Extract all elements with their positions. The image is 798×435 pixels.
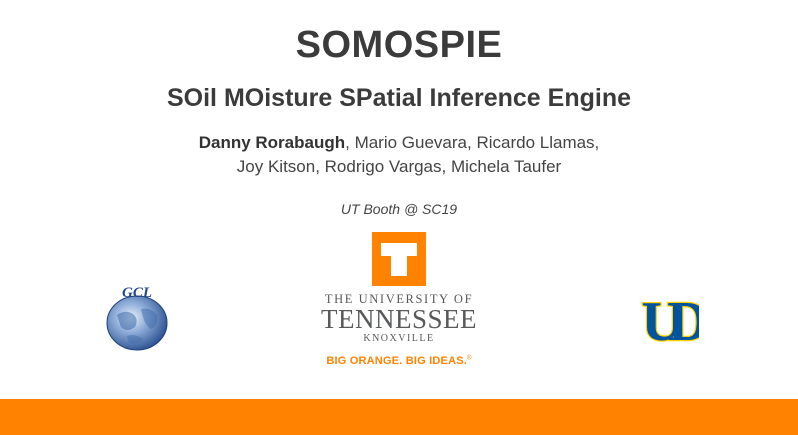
ut-tagline-trademark: ®: [467, 355, 472, 362]
coauthors-line-1: , Mario Guevara, Ricardo Llamas,: [345, 133, 600, 152]
ut-tagline-text: BIG ORANGE. BIG IDEAS.: [326, 355, 468, 367]
slide-subtitle: SOil MOisture SPatial Inference Engine: [166, 84, 631, 112]
ut-wordmark-line-2: TENNESSEE: [321, 304, 477, 334]
ut-wordmark-line-3: KNOXVILLE: [363, 333, 435, 344]
slide-title: SOMOSPIE: [295, 24, 503, 66]
venue-label: UT Booth @ SC19: [340, 201, 458, 217]
ud-monogram-icon: [637, 280, 699, 352]
ut-wordmark: [299, 292, 499, 345]
ut-tagline: [299, 355, 499, 367]
author-line-2: Joy Kitson, Rodrigo Vargas, Michela Taufer: [236, 157, 562, 176]
gcl-globe-icon: [105, 281, 169, 351]
author-line-1: [0, 131, 798, 155]
ut-power-t-box: [372, 232, 426, 286]
ut-wordmark-line-1: THE UNIVERSITY OF: [324, 292, 474, 306]
power-t-icon: [372, 232, 426, 286]
lead-author: Danny Rorabaugh: [198, 133, 346, 152]
gcl-logo-text: GCL: [122, 285, 152, 301]
ud-monogram-text: UD: [641, 291, 695, 352]
author-list: [0, 131, 798, 179]
footer-orange-bar: [0, 399, 798, 435]
